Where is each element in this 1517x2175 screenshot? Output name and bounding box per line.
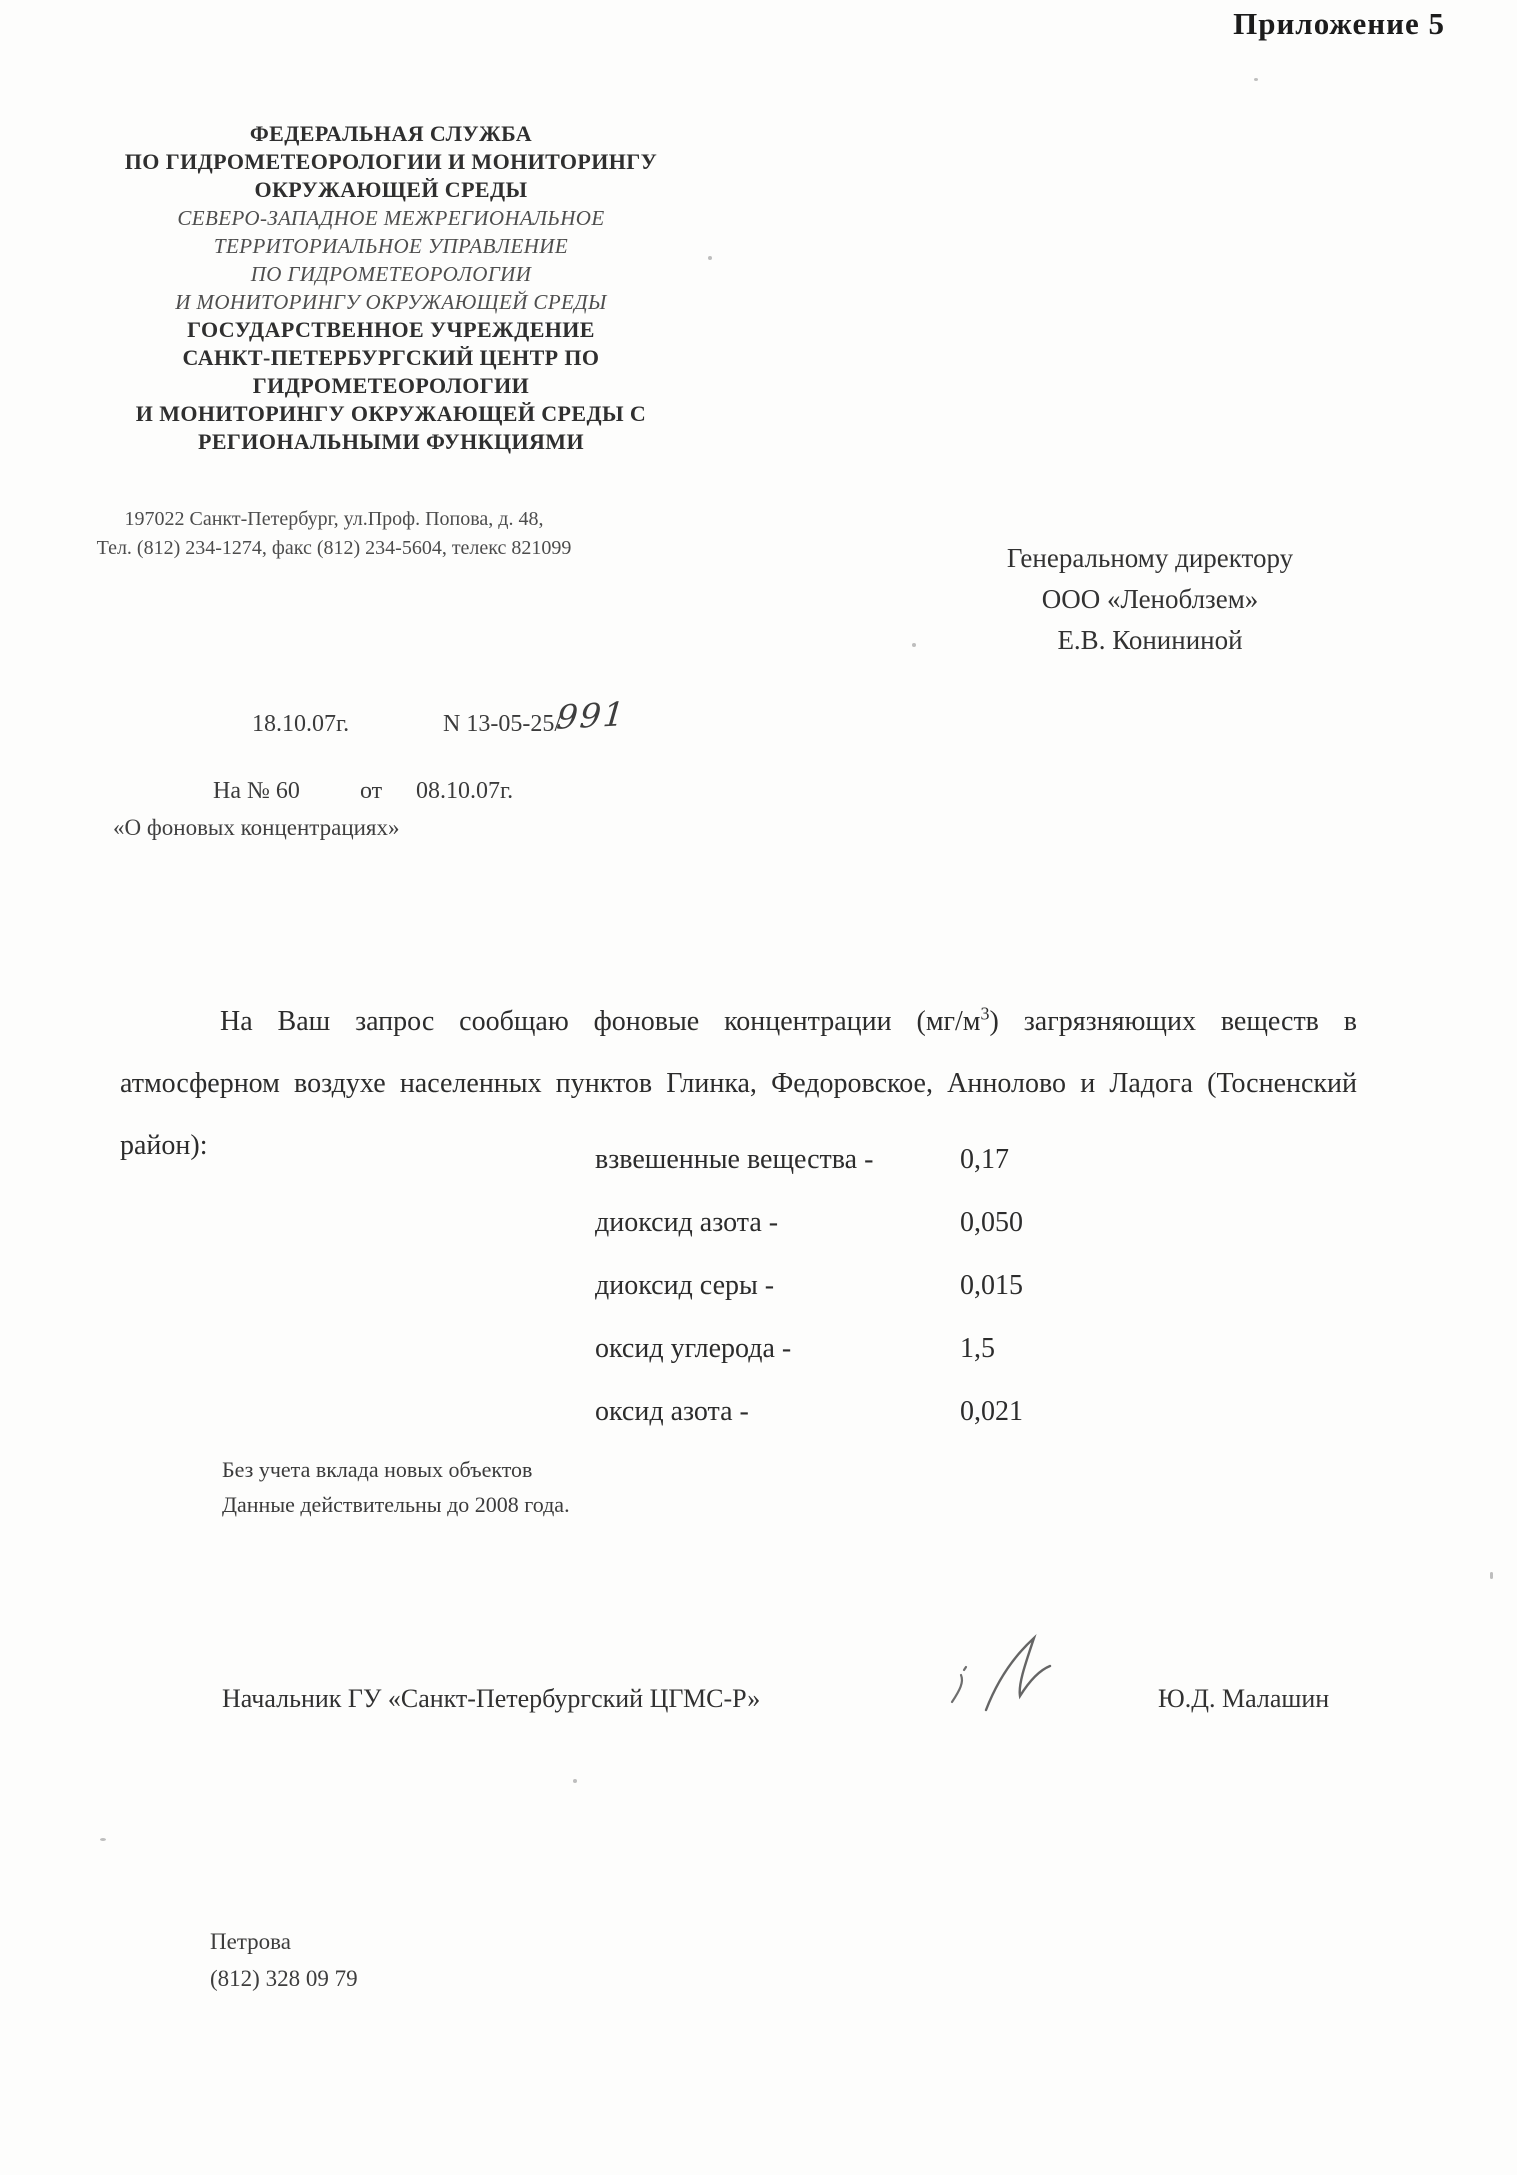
notes-block: [222, 1452, 570, 1522]
letterhead-line: ФЕДЕРАЛЬНАЯ СЛУЖБА: [249, 121, 533, 146]
concentration-table: [595, 1128, 1023, 1443]
letterhead-line: ПО ГИДРОМЕТЕОРОЛОГИИ И МОНИТОРИНГУ: [124, 149, 658, 174]
substance-value: 0,050: [960, 1206, 1023, 1238]
letter-number-handwritten: 991: [555, 694, 628, 737]
letterhead-line: ОКРУЖАЮЩЕЙ СРЕДЫ: [254, 177, 528, 202]
body-superscript: 3: [980, 1003, 990, 1024]
reply-to-number: На № 60: [213, 778, 300, 804]
substance-label: диоксид серы -: [595, 1269, 775, 1301]
table-row: [595, 1254, 1023, 1317]
substance-label: диоксид азота -: [595, 1206, 779, 1238]
recipient-company: ООО «Леноблзем»: [1041, 584, 1259, 614]
table-row: [595, 1317, 1023, 1380]
substance-value: 1,5: [960, 1332, 995, 1364]
signer-position: Начальник ГУ «Санкт-Петербургский ЦГМС-Р»: [222, 1684, 761, 1713]
recipient-title: Генеральному директору: [1006, 543, 1294, 573]
scan-artifact: [573, 1779, 577, 1783]
executor-name: Петрова: [210, 1929, 291, 1954]
executor-phone: (812) 328 09 79: [210, 1966, 358, 1991]
recipient-person: Е.В. Конининой: [1057, 625, 1243, 655]
letter-date: 18.10.07г.: [252, 711, 350, 737]
letterhead-line: ГИДРОМЕТЕОРОЛОГИИ: [252, 373, 530, 398]
letterhead-line: ТЕРРИТОРИАЛЬНОЕ УПРАВЛЕНИЕ: [213, 234, 569, 258]
scan-artifact: [708, 256, 712, 260]
scan-artifact: [1490, 1572, 1493, 1579]
substance-label: оксид азота -: [595, 1395, 749, 1427]
letterhead-line: ГОСУДАРСТВЕННОЕ УЧРЕЖДЕНИЕ: [187, 317, 595, 342]
substance-value: 0,021: [960, 1395, 1023, 1427]
letterhead: [85, 120, 697, 456]
letterhead-line: СЕВЕРО-ЗАПАДНОЕ МЕЖРЕГИОНАЛЬНОЕ: [177, 206, 605, 230]
table-row: [595, 1128, 1023, 1191]
body-text-part1: На Ваш запрос сообщаю фоновые концентрации (мг/м: [220, 1006, 981, 1037]
letterhead-line: И МОНИТОРИНГУ ОКРУЖАЮЩЕЙ СРЕДЫ: [175, 290, 607, 314]
letterhead-line: И МОНИТОРИНГУ ОКРУЖАЮЩЕЙ СРЕДЫ С: [135, 401, 647, 426]
address-line: Тел. (812) 234-1274, факс (812) 234-5604, телекс 821099: [96, 537, 572, 559]
note-line: Без учета вклада новых объектов: [222, 1457, 533, 1482]
body-text-part2: ) загрязняющих веществ в атмосферном воздухе населенных пунктов Глинка, Федоровское, Аннолово и Ладога (Тосненский район):: [120, 1006, 1357, 1161]
note-line: Данные действительны до 2008 года.: [222, 1492, 570, 1517]
reply-ot-label: от: [360, 778, 383, 804]
letterhead-line: САНКТ-ПЕТЕРБУРГСКИЙ ЦЕНТР ПО: [182, 345, 600, 370]
substance-value: 0,17: [960, 1143, 1009, 1175]
table-row: [595, 1380, 1023, 1443]
scan-artifact: [912, 643, 916, 647]
address-line: 197022 Санкт-Петербург, ул.Проф. Попова, д. 48,: [124, 508, 544, 530]
handwritten-signature: [930, 1628, 1090, 1723]
reply-date: 08.10.07г.: [416, 778, 514, 804]
recipient-block: [952, 538, 1348, 661]
appendix-label: Приложение 5: [1233, 6, 1445, 41]
letter-number: N 13-05-25/: [443, 711, 561, 737]
substance-label: оксид углерода -: [595, 1332, 792, 1364]
signer-name: Ю.Д. Малашин: [1158, 1684, 1330, 1713]
letterhead-address: [58, 505, 610, 563]
substance-label: взвешенные вещества -: [595, 1143, 874, 1175]
letterhead-line: ПО ГИДРОМЕТЕОРОЛОГИИ: [250, 262, 532, 286]
scan-artifact: [1254, 78, 1258, 81]
table-row: [595, 1191, 1023, 1254]
subject-line: «О фоновых концентрациях»: [113, 815, 400, 840]
scan-artifact: [100, 1838, 106, 1841]
substance-value: 0,015: [960, 1269, 1023, 1301]
executor-block: [210, 1923, 358, 1997]
letterhead-line: РЕГИОНАЛЬНЫМИ ФУНКЦИЯМИ: [198, 429, 584, 454]
